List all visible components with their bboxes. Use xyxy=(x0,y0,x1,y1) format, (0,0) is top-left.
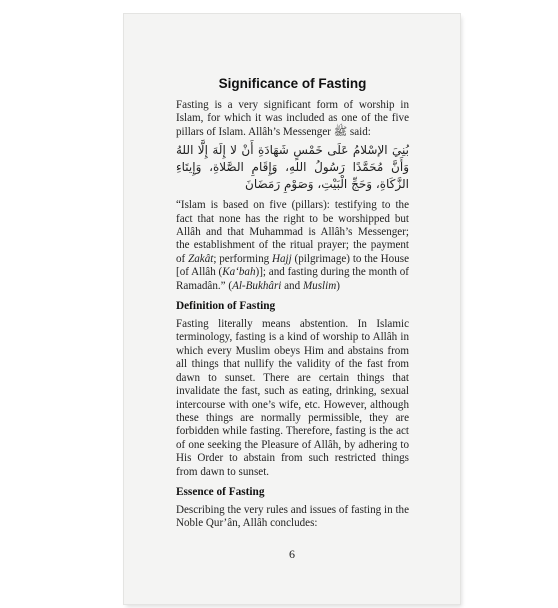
quote-term-hajj: Hajj xyxy=(272,252,292,265)
intro-paragraph: Fasting is a very significant form of worship in Islam, for which it was included as one of the five pillars of Islam. Allâh’s Messenger ﷺ said: xyxy=(176,99,409,138)
page-number: 6 xyxy=(289,547,295,561)
page-title: Significance of Fasting xyxy=(218,76,367,91)
quote-source-bukhari: Al-Bukhâri xyxy=(232,279,282,292)
definition-paragraph: Fasting literally means abstention. In Islamic terminology, fasting is a kind of worship to Allâh in which every Muslim obeys Him and abstains from all things that nullify the validity of the fast from dawn to sunset. There are certain things that invalidate the fast, such as eating, drinking, sexual intercourse with one’s wife, etc. However, although these things are normally permissible, they are forbidden while fasting. Therefore, fasting is the act of one seeking the Pleasure of Allâh, by adhering to His Order to abstain from such restricted things from dawn to sunset. xyxy=(176,318,409,478)
quote-term-kabah: Ka‘bah xyxy=(222,266,256,279)
definition-heading: Definition of Fasting xyxy=(176,300,276,313)
hadith-translation xyxy=(176,199,409,293)
quote-source-muslim: Muslim xyxy=(302,279,337,292)
essence-heading: Essence of Fasting xyxy=(176,485,265,498)
quote-text-3: (pilgrimage) to the House [of Allâh ( xyxy=(176,252,410,279)
essence-paragraph: Describing the very rules and issues of fasting in the Noble Qur’ân, Allâh concludes: xyxy=(176,503,409,530)
quote-term-zakat: Zakât xyxy=(188,252,214,265)
quote-text-4: )]; and fasting during the month of Ramadân.” ( xyxy=(176,266,409,292)
book-page xyxy=(124,14,460,604)
quote-text-and: and xyxy=(281,279,303,292)
quote-text-end: ) xyxy=(336,279,340,292)
quote-text-1: “Islam is based on five (pillars): testifying to the fact that none has the right to be worshipped but Allâh and that Muhammad is Allâh’s Messenger; the establishment of the ritual prayer; the payment of xyxy=(176,199,409,265)
quote-text-2: ; performing xyxy=(213,252,272,265)
page-content xyxy=(176,76,409,531)
arabic-hadith: بُنِيَ الإسْلامُ عَلَى خَمْسٍ شَهَادَةِ أَنْ لا إِلَهَ إِلَّا اللهُ وَأَنَّ مُحَمَّدًا رَسُولُ اللهِ، وَإِقَامِ الصَّلاةِ، وَإِيتَاءِ الزَّكَاةِ، وَحَجِّ الْبَيْتِ، وَصَوْمِ رَمَضَانَ xyxy=(176,143,409,192)
